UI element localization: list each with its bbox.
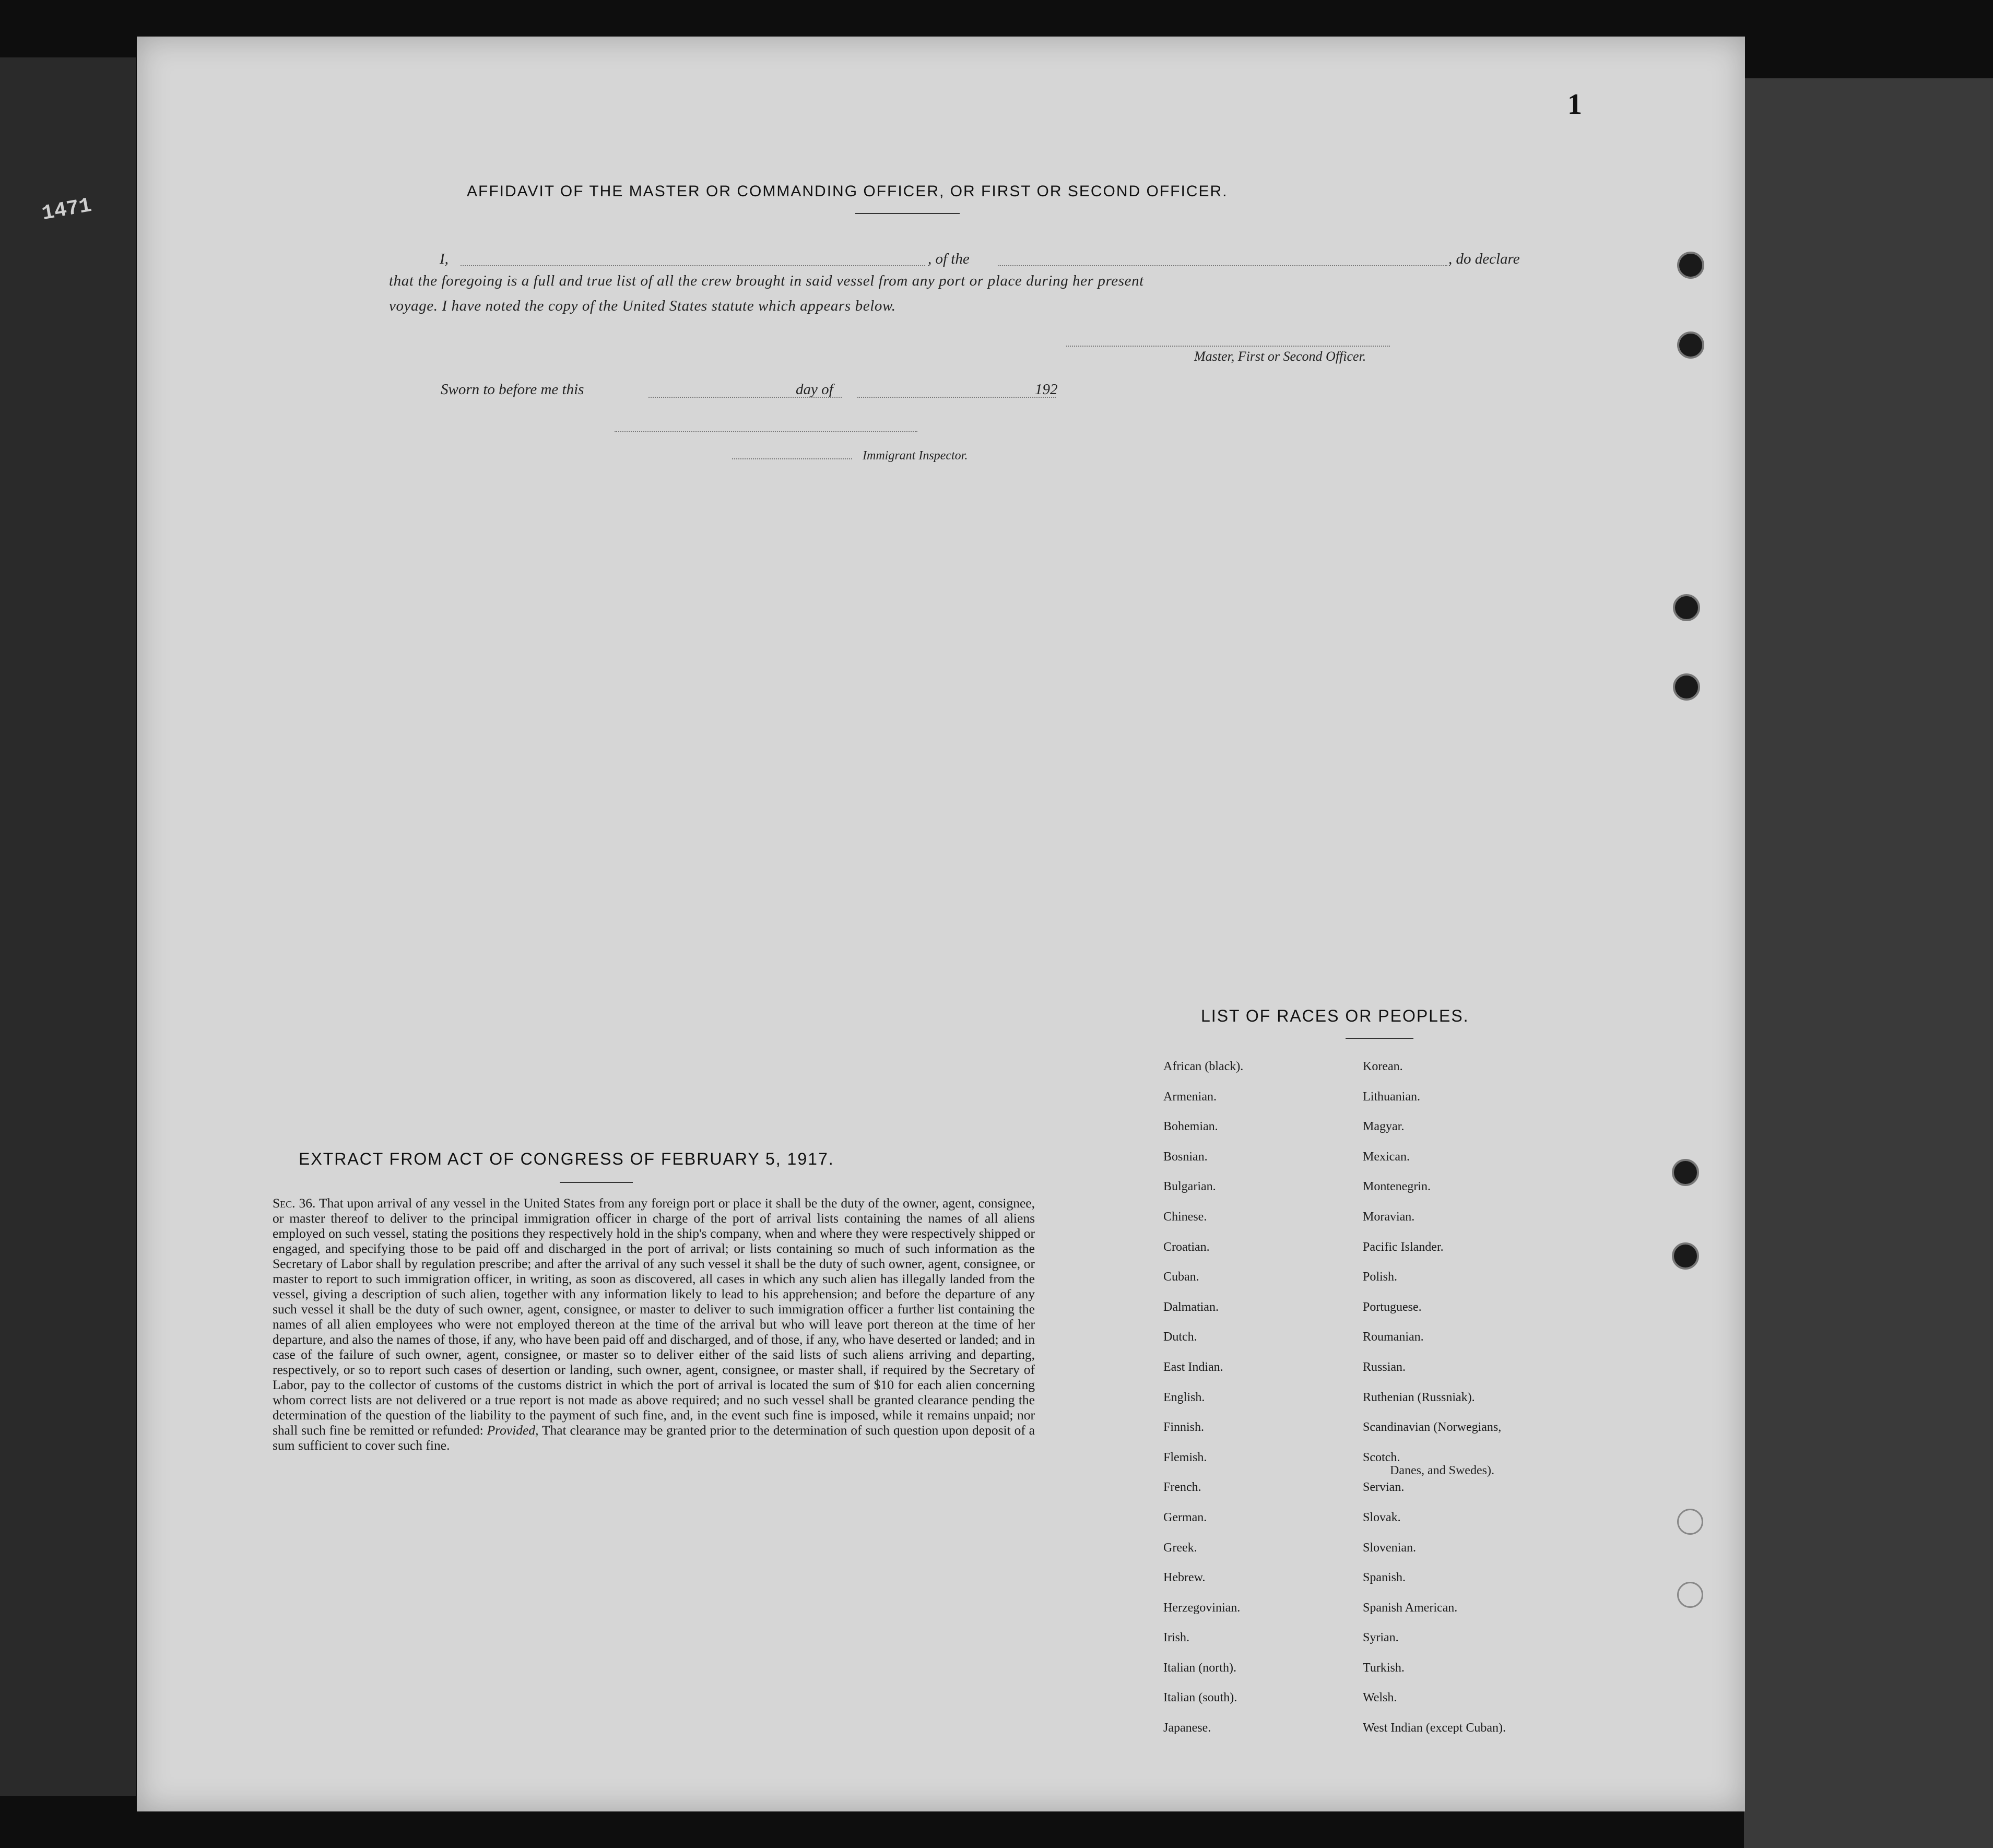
page-number-mark: 1 bbox=[1567, 88, 1582, 121]
race-item: Ruthenian (Russniak). bbox=[1363, 1390, 1475, 1404]
race-item: English. bbox=[1163, 1390, 1205, 1404]
race-item: Montenegrin. bbox=[1363, 1180, 1431, 1194]
race-item: East Indian. bbox=[1163, 1360, 1223, 1374]
sworn-month-blank bbox=[857, 397, 1056, 398]
sworn-year: 192 bbox=[1035, 381, 1058, 398]
race-item: Cuban. bbox=[1163, 1270, 1199, 1284]
affidavit-line-2: that the foregoing is a full and true list of all the crew brought in said vessel from any port or place during her present bbox=[389, 273, 1144, 289]
race-item: African (black). bbox=[1163, 1060, 1244, 1073]
race-item: Mexican. bbox=[1363, 1150, 1410, 1164]
race-item: Pacific Islander. bbox=[1363, 1240, 1444, 1254]
race-item: Dalmatian. bbox=[1163, 1300, 1219, 1314]
race-item: Portuguese. bbox=[1363, 1300, 1422, 1314]
inspector-signature-line-1 bbox=[615, 431, 917, 432]
race-item: Greek. bbox=[1163, 1541, 1197, 1555]
race-item: Armenian. bbox=[1163, 1089, 1217, 1104]
race-item: Polish. bbox=[1363, 1270, 1398, 1284]
scan-background-left bbox=[0, 57, 136, 1796]
binder-hole bbox=[1673, 673, 1700, 701]
day-of-label: day of bbox=[796, 381, 833, 398]
race-item: Chinese. bbox=[1163, 1210, 1207, 1224]
races-column-2 bbox=[1363, 1056, 1506, 1748]
manifest-page bbox=[137, 37, 1745, 1811]
race-item: Welsh. bbox=[1363, 1691, 1397, 1705]
affidavit-line-3: voyage. I have noted the copy of the United States statute which appears below. bbox=[389, 298, 896, 314]
race-item: Irish. bbox=[1163, 1631, 1189, 1645]
binder-hole bbox=[1677, 331, 1704, 359]
binder-hole bbox=[1673, 594, 1700, 621]
scan-background-right bbox=[1744, 78, 1993, 1848]
race-item: Moravian. bbox=[1363, 1210, 1415, 1224]
inspector-label: Immigrant Inspector. bbox=[863, 449, 968, 463]
race-item: Syrian. bbox=[1363, 1631, 1399, 1645]
inspector-signature-line-2 bbox=[732, 458, 852, 459]
extract-title-rule bbox=[560, 1182, 633, 1183]
binder-hole bbox=[1677, 1582, 1703, 1608]
race-item: Magyar. bbox=[1363, 1120, 1405, 1134]
binder-hole bbox=[1677, 1509, 1703, 1535]
affidavit-i-label: I, bbox=[440, 251, 449, 267]
race-item: Croatian. bbox=[1163, 1240, 1210, 1254]
archive-stamp-number: 1471 bbox=[40, 194, 94, 226]
race-item: Turkish. bbox=[1363, 1661, 1405, 1675]
proviso-text: That clearance may be granted prior to the determination of such question upon deposit of a sum sufficient to cover such fine. bbox=[273, 1423, 1035, 1453]
section-text: That upon arrival of any vessel in the United States from any foreign port or place it shall be the duty of the owner, agent, consignee, or master thereof to deliver to the principal immigration officer in charge of the port of arrival lists containing the names of all aliens employed on such vessel, stating the positions they respectively hold in the ship's company, when and where they were respectively shipped or engaged, and specifying those to be paid off and discharged in the port of arrival; or lists containing so much of such information as the Secretary of Labor shall by regulation prescribe; and after the arrival of any such vessel it shall be the duty of such owner, agent, consignee, or master to report to such immigration officer, in writing, as soon as discovered, all cases in which any such alien has illegally landed from the vessel, giving a description of such alien, together with any information likely to lead to his apprehension; and before the departure of any such vessel it shall be the duty of such owner, agent, consignee, or master to deliver to such immigration officer a further list containing the names of all alien employees who were not employed thereon at the time of the arrival but who will leave port thereon at the time of her departure, and also the names of those, if any, who have been paid off and discharged, and of those, if any, who have deserted or landed; and in case of the failure of such owner, agent, consignee, or master so to deliver either of the said lists of such aliens arriving and departing, respectively, or so to report such cases of desertion or landing, such owner, agent, consignee, or master shall, if required by the Secretary of Labor, pay to the collector of customs of the customs district in which the port of arrival is located the sum of $10 for each alien concerning whom correct lists are not delivered or a true report is not made as above required; and no such vessel shall be granted clearance pending the determination of the question of the liability to the payment of such fine, and, in the event such fine is imposed, while it remains unpaid; nor shall such fine be remitted or refunded: bbox=[273, 1195, 1035, 1438]
race-item-continuation: Danes, and Swedes). bbox=[1390, 1464, 1494, 1477]
races-title: LIST OF RACES OR PEOPLES. bbox=[1201, 1006, 1469, 1025]
race-item: Lithuanian. bbox=[1363, 1089, 1420, 1104]
sworn-label: Sworn to before me this bbox=[441, 381, 584, 398]
race-item: Slovak. bbox=[1363, 1510, 1401, 1524]
race-item: West Indian (except Cuban). bbox=[1363, 1721, 1506, 1735]
race-item: Bohemian. bbox=[1163, 1120, 1218, 1134]
race-item: Spanish American. bbox=[1363, 1601, 1458, 1615]
binder-hole bbox=[1677, 252, 1704, 279]
vessel-blank-line bbox=[998, 265, 1447, 266]
race-item: Slovenian. bbox=[1363, 1541, 1416, 1555]
affidavit-of-the-label: , of the bbox=[928, 251, 970, 267]
affidavit-declare-label: , do declare bbox=[1448, 251, 1520, 267]
race-item: Korean. bbox=[1363, 1060, 1403, 1073]
extract-title: EXTRACT FROM ACT OF CONGRESS OF FEBRUARY 5, 1917. bbox=[299, 1150, 834, 1168]
race-item: Japanese. bbox=[1163, 1721, 1211, 1735]
race-item: Bulgarian. bbox=[1163, 1180, 1216, 1194]
race-item: Hebrew. bbox=[1163, 1571, 1206, 1585]
binder-hole bbox=[1672, 1242, 1699, 1270]
race-item: German. bbox=[1163, 1510, 1207, 1524]
races-column-1 bbox=[1163, 1056, 1243, 1748]
race-item: Servian. bbox=[1363, 1480, 1405, 1495]
race-item: Herzegovinian. bbox=[1163, 1601, 1241, 1615]
master-signature-line bbox=[1066, 346, 1390, 347]
extract-body bbox=[273, 1195, 1035, 1453]
race-item: Russian. bbox=[1363, 1360, 1406, 1374]
title-rule bbox=[855, 213, 960, 214]
master-signature-label: Master, First or Second Officer. bbox=[1194, 349, 1366, 364]
race-item: Italian (north). bbox=[1163, 1661, 1236, 1675]
race-item: Flemish. bbox=[1163, 1450, 1207, 1464]
race-item: Spanish. bbox=[1363, 1571, 1406, 1585]
section-label: Sec. 36. bbox=[273, 1195, 316, 1211]
race-item: Italian (south). bbox=[1163, 1691, 1237, 1705]
races-title-rule bbox=[1346, 1038, 1413, 1039]
race-item: Scandinavian (Norwegians, bbox=[1363, 1420, 1502, 1435]
race-item: Roumanian. bbox=[1363, 1330, 1424, 1344]
race-item: French. bbox=[1163, 1480, 1201, 1495]
binder-hole bbox=[1672, 1159, 1699, 1186]
race-item: Bosnian. bbox=[1163, 1150, 1208, 1164]
affidavit-title: AFFIDAVIT OF THE MASTER OR COMMANDING OFFICER, OR FIRST OR SECOND OFFICER. bbox=[467, 183, 1228, 200]
proviso-word: Provided, bbox=[487, 1423, 539, 1438]
race-item: Scotch. bbox=[1363, 1450, 1400, 1464]
race-item: Finnish. bbox=[1163, 1420, 1205, 1435]
name-blank-line bbox=[461, 265, 925, 266]
race-item: Dutch. bbox=[1163, 1330, 1197, 1344]
